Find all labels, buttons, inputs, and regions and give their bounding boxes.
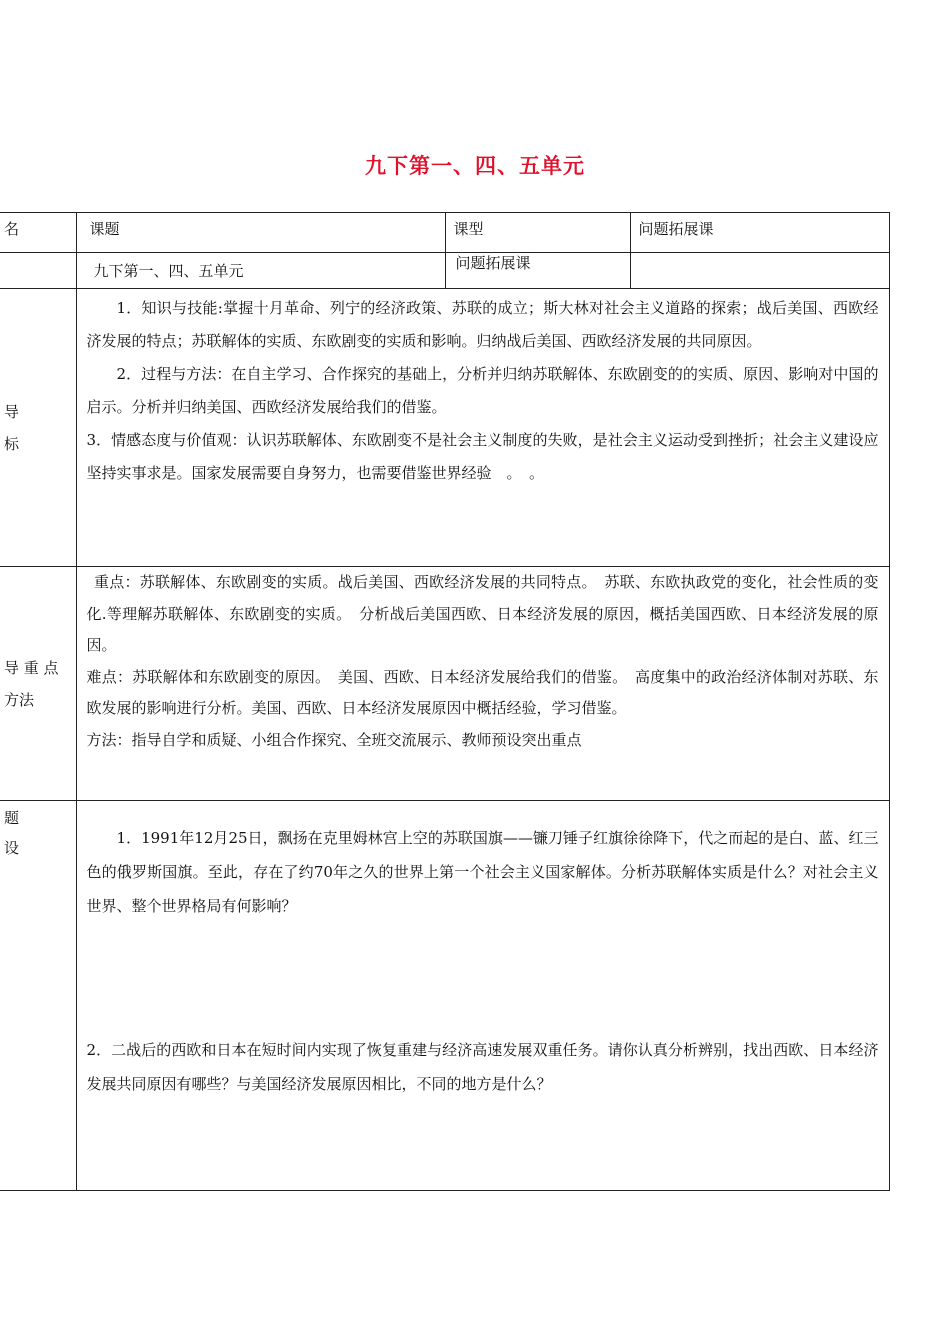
header-topic-cell	[76, 213, 445, 253]
type-value: 问题拓展课	[455, 254, 531, 272]
topic-row	[0, 253, 889, 289]
questions-content-cell	[76, 801, 889, 1191]
goals-label-2: 标	[4, 434, 20, 453]
header-topic-label: 课题	[89, 220, 120, 238]
goal-item-1: 1．知识与技能:掌握十月革命、列宁的经济政策、苏联的成立；斯大林对社会主义道路的探索；战后美国、西欧经济发展的特点；苏联解体的实质、东欧剧变的实质和影响。归纳战后美国、西欧经济发展的共同原因。	[86, 299, 879, 350]
type-cell	[445, 253, 630, 289]
question-2: 2．二战后的西欧和日本在短时间内实现了恢复重建与经济高速发展双重任务。请你认真分析辨别，找出西欧、日本经济发展共同原因有哪些？与美国经济发展原因相比，不同的地方是什么？	[86, 1041, 879, 1093]
header-row	[0, 213, 889, 253]
topic-value: 九下第一、四、五单元	[93, 262, 244, 280]
topic-cell	[76, 253, 445, 289]
header-type-label: 课型	[453, 220, 484, 238]
focus-methods: 方法：指导自学和质疑、小组合作探究、全班交流展示、教师预设突出重点	[86, 730, 582, 749]
focus-label-2: 方法	[4, 690, 35, 709]
page-title: 九下第一、四、五单元	[365, 153, 585, 178]
header-type-value: 问题拓展课	[638, 220, 714, 238]
header-type-cell	[445, 213, 630, 253]
type-extra-cell	[630, 253, 889, 289]
header-name-cell	[0, 213, 76, 253]
goals-label-cell	[0, 289, 76, 567]
question-1: 1．1991年12月25日，飘扬在克里姆林宫上空的苏联国旗——镰刀锤子红旗徐徐降下，代之而起的是白、蓝、红三色的俄罗斯国旗。至此，存在了约70年之久的世界上第一个社会主义国家解体。分析苏联解体实质是什么？对社会主义世界、整个世界格局有何影响？	[86, 829, 879, 915]
goals-content-cell	[76, 289, 889, 567]
topic-row-label-cell	[0, 253, 76, 289]
goals-label-1: 导	[4, 402, 20, 421]
lesson-plan-table	[0, 212, 890, 1191]
focus-label-cell	[0, 567, 76, 801]
header-type-value-cell	[630, 213, 889, 253]
goal-item-2: 2．过程与方法：在自主学习、合作探究的基础上，分析并归纳苏联解体、东欧剧变的的实质、原因、影响对中国的启示。分析并归纳美国、西欧经济发展给我们的借鉴。	[86, 365, 879, 416]
goals-row	[0, 289, 889, 567]
header-name-label: 名	[4, 220, 20, 238]
focus-content-cell	[76, 567, 889, 801]
focus-difficult-points: 难点：苏联解体和东欧剧变的原因。 美国、西欧、日本经济发展给我们的借鉴。 高度集中的政治经济体制对苏联、东欧发展的影响进行分析。美国、西欧、日本经济发展原因中概括经验，学习借鉴。	[86, 667, 879, 717]
questions-row	[0, 801, 889, 1191]
focus-label-1: 导 重 点	[4, 658, 59, 677]
focus-key-points: 重点：苏联解体、东欧剧变的实质。战后美国、西欧经济发展的共同特点。 苏联、东欧执政党的变化，社会性质的变化.等理解苏联解体、东欧剧变的实质。 分析战后美国西欧、日本经济发展的原因，概括美国西欧、日本经济发展的原因。	[86, 573, 879, 654]
questions-label-cell	[0, 801, 76, 1191]
questions-label-2: 设	[4, 839, 20, 857]
focus-row	[0, 567, 889, 801]
questions-label-1: 题	[4, 809, 20, 827]
goal-item-3: 3．情感态度与价值观：认识苏联解体、东欧剧变不是社会主义制度的失败，是社会主义运动受到挫折；社会主义建设应坚持实事求是。国家发展需要自身努力，也需要借鉴世界经验 。 。	[86, 431, 879, 482]
